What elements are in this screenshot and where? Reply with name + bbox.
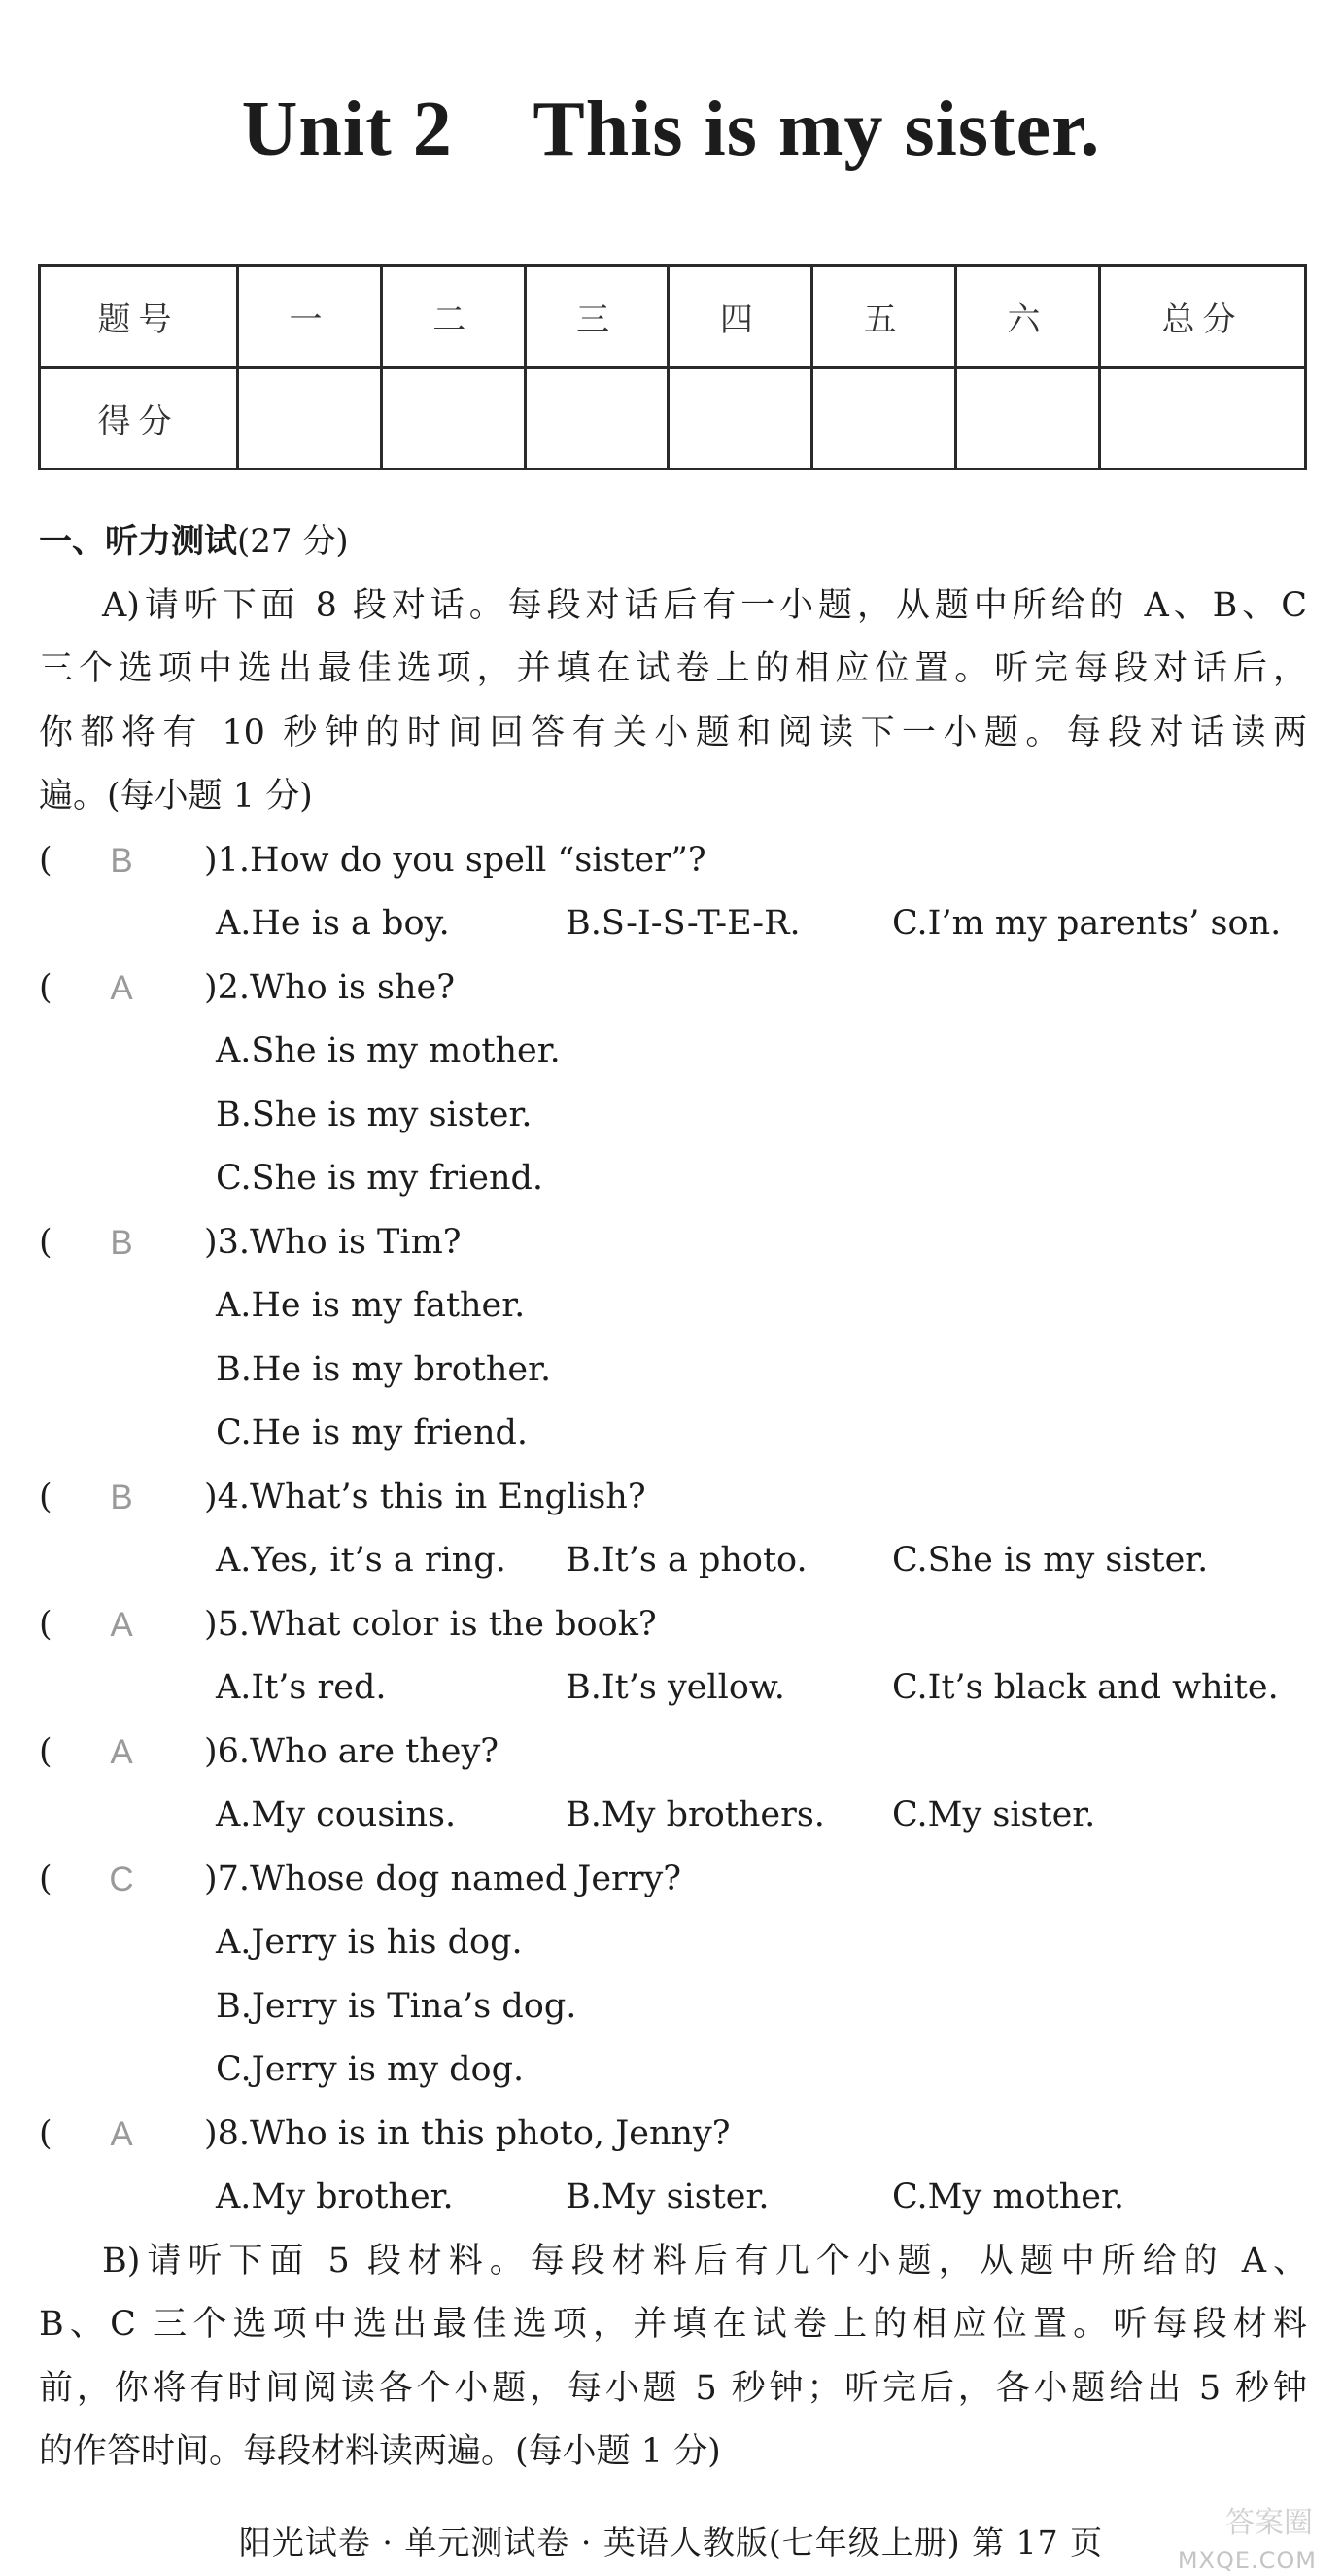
score-header-cell: 一	[238, 266, 382, 368]
score-row-label: 得分	[40, 367, 238, 470]
option-c: C.She is my sister.	[892, 1541, 1209, 1580]
option-b: B.My sister.	[566, 2177, 770, 2216]
question-2	[39, 957, 1307, 1021]
option-c: C.I’m my parents’ son.	[892, 904, 1282, 943]
instruction-line: 的作答时间。每段材料读两遍。(每小题 1 分)	[39, 2432, 721, 2471]
option-row	[39, 1147, 1307, 1211]
answer-mark: C	[109, 1860, 134, 1898]
page-title: Unit 2 This is my sister.	[241, 87, 1101, 172]
option-row	[39, 1274, 1307, 1339]
option-c: C.My sister.	[892, 1795, 1096, 1834]
score-cell	[669, 367, 812, 470]
question-text: )7.Whose dog named Jerry?	[204, 1859, 682, 1898]
score-cell	[1099, 367, 1305, 470]
option-row	[39, 1975, 1307, 2039]
answer-paren: (	[39, 1731, 52, 1771]
question-text: )4.What’s this in English?	[204, 1477, 646, 1516]
instruction-line: B)请听下面 5 段材料。每段材料后有几个小题，从题中所给的 A、	[102, 2241, 1307, 2280]
answer-mark: A	[110, 1605, 133, 1644]
option-row	[39, 1911, 1307, 1975]
watermark-logo: 答案圈	[1225, 2506, 1313, 2540]
question-text: )1.How do you spell “sister”?	[204, 840, 706, 880]
score-cell	[381, 367, 525, 470]
score-cell	[238, 367, 382, 470]
score-header-cell: 题号	[40, 266, 238, 368]
option-c: C.It’s black and white.	[892, 1668, 1279, 1707]
options-row	[39, 892, 1307, 957]
answer-mark: B	[110, 841, 133, 880]
score-cell	[525, 367, 669, 470]
question-text: )2.Who is she?	[204, 967, 456, 1007]
instruction-line: B、C 三个选项中选出最佳选项，并填在试卷上的相应位置。听每段材料	[39, 2305, 1307, 2344]
instruction-line: A)请听下面 8 段对话。每段对话后有一小题，从题中所给的 A、B、C	[102, 585, 1307, 625]
answer-paren: (	[39, 1859, 52, 1898]
options-row	[39, 1529, 1307, 1593]
question-3	[39, 1211, 1307, 1275]
option-row	[39, 1402, 1307, 1466]
page-footer: 阳光试卷 · 单元测试卷 · 英语人教版(七年级上册) 第 17 页	[238, 2524, 1104, 2561]
section-title: 一、听力测试	[39, 522, 237, 561]
question-text: )3.Who is Tim?	[204, 1222, 462, 1262]
option-a: A.He is a boy.	[216, 904, 450, 943]
question-6	[39, 1721, 1307, 1785]
score-header-cell: 总分	[1099, 266, 1305, 368]
answer-mark: B	[110, 1478, 133, 1516]
section-points: (27 分)	[237, 522, 349, 561]
score-table-score-row	[40, 367, 1306, 470]
question-8	[39, 2103, 1307, 2167]
option-a: A.My cousins.	[216, 1795, 457, 1834]
instruction-line: 你都将有 10 秒钟的时间回答有关小题和阅读下一小题。每段对话读两	[39, 713, 1307, 752]
answer-mark: A	[110, 1732, 133, 1771]
instruction-line: 遍。(每小题 1 分)	[39, 777, 313, 816]
watermark-site: MXQE.COM	[1177, 2547, 1317, 2574]
question-5	[39, 1593, 1307, 1657]
answer-paren: (	[39, 1604, 52, 1644]
answer-mark: B	[110, 1223, 133, 1262]
score-header-cell: 二	[381, 266, 525, 368]
option-b: B.He is my brother.	[216, 1349, 552, 1389]
score-cell	[812, 367, 956, 470]
option-b: B.My brothers.	[566, 1795, 825, 1834]
option-c: C.Jerry is my dog.	[216, 2050, 525, 2089]
watermark	[1138, 2498, 1323, 2574]
answer-mark: A	[110, 2114, 133, 2153]
option-c: C.He is my friend.	[216, 1413, 529, 1452]
option-a: A.She is my mother.	[216, 1031, 561, 1070]
option-a: A.My brother.	[216, 2177, 454, 2216]
option-b: B.It’s a photo.	[566, 1541, 808, 1580]
option-b: B.S-I-S-T-E-R.	[566, 904, 801, 943]
option-a: A.Yes, it’s a ring.	[216, 1541, 506, 1580]
option-a: A.He is my father.	[216, 1286, 526, 1325]
answer-paren: (	[39, 840, 52, 880]
score-header-cell: 五	[812, 266, 956, 368]
option-b: B.It’s yellow.	[566, 1668, 785, 1707]
instruction-line: 三个选项中选出最佳选项，并填在试卷上的相应位置。听完每段对话后，	[39, 649, 1307, 688]
option-row	[39, 2038, 1307, 2103]
answer-mark: A	[110, 968, 133, 1007]
option-a: A.It’s red.	[216, 1668, 387, 1707]
option-a: A.Jerry is his dog.	[216, 1923, 523, 1962]
option-row	[39, 1084, 1307, 1148]
score-cell	[956, 367, 1100, 470]
score-header-cell: 三	[525, 266, 669, 368]
answer-paren: (	[39, 2113, 52, 2153]
score-table	[38, 264, 1307, 470]
option-c: C.My mother.	[892, 2177, 1124, 2216]
answer-paren: (	[39, 1477, 52, 1516]
answer-paren: (	[39, 967, 52, 1007]
question-7	[39, 1848, 1307, 1912]
exam-content	[39, 510, 1307, 2485]
score-table-header-row	[40, 266, 1306, 368]
option-row	[39, 1020, 1307, 1084]
options-row	[39, 2166, 1307, 2230]
option-c: C.She is my friend.	[216, 1159, 544, 1198]
option-b: B.Jerry is Tina’s dog.	[216, 1986, 577, 2026]
score-header-cell: 四	[669, 266, 812, 368]
answer-paren: (	[39, 1222, 52, 1262]
question-text: )6.Who are they?	[204, 1731, 499, 1771]
section-heading	[39, 510, 1307, 574]
options-row	[39, 1784, 1307, 1848]
options-row	[39, 1656, 1307, 1721]
question-text: )5.What color is the book?	[204, 1604, 657, 1644]
question-4	[39, 1466, 1307, 1530]
option-b: B.She is my sister.	[216, 1095, 533, 1134]
question-text: )8.Who is in this photo, Jenny?	[204, 2113, 731, 2153]
question-1	[39, 829, 1307, 893]
score-header-cell: 六	[956, 266, 1100, 368]
instruction-line: 前，你将有时间阅读各个小题，每小题 5 秒钟；听完后，各小题给出 5 秒钟	[39, 2368, 1307, 2408]
option-row	[39, 1339, 1307, 1403]
